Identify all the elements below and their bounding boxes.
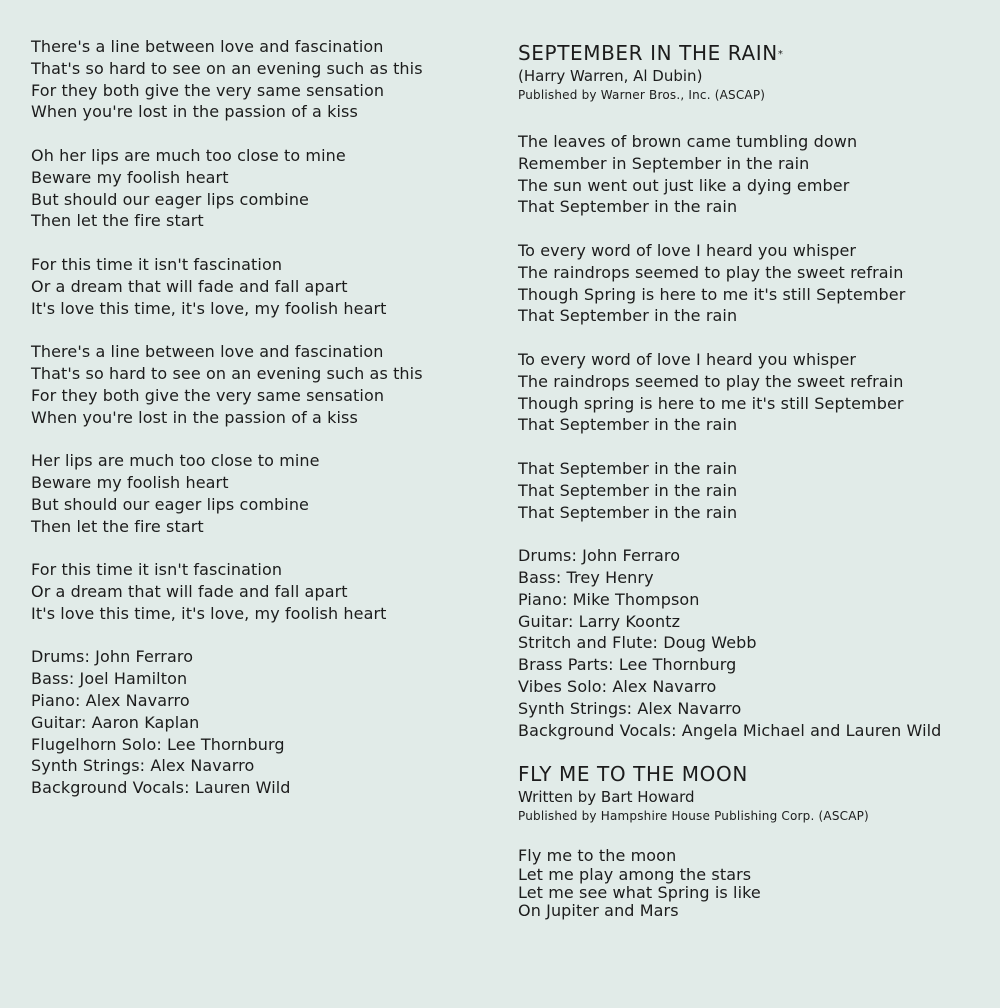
right-column xyxy=(518,36,988,942)
credit-line: Synth Strings: Alex Navarro xyxy=(31,756,255,776)
credit-line: Vibes Solo: Alex Navarro xyxy=(518,676,717,696)
lyric-stanza xyxy=(518,847,988,920)
credit-line: Guitar: Larry Koontz xyxy=(518,611,681,631)
lyric-stanza xyxy=(518,458,988,523)
lyric-stanza xyxy=(518,131,988,218)
lyric-line: Then let the fire start xyxy=(31,211,204,231)
song-header xyxy=(518,761,988,825)
song-writers: (Harry Warren, Al Dubin) xyxy=(518,67,703,85)
lyric-line: Though Spring is here to me it's still September xyxy=(518,284,906,304)
lyric-line: For this time it isn't fascination xyxy=(31,254,283,274)
song-title-mark: * xyxy=(777,49,784,60)
lyric-line: Oh her lips are much too close to mine xyxy=(31,145,346,165)
lyric-stanza xyxy=(31,145,486,232)
lyric-line: It's love this time, it's love, my foolish heart xyxy=(31,603,387,623)
lyric-line: Let me see what Spring is like xyxy=(518,882,761,902)
credit-line: Flugelhorn Solo: Lee Thornburg xyxy=(31,734,285,754)
credit-line: Piano: Mike Thompson xyxy=(518,589,700,609)
lyric-line: Though spring is here to me it's still September xyxy=(518,393,904,413)
credit-line: Background Vocals: Angela Michael and Lauren Wild xyxy=(518,720,942,740)
lyric-stanza xyxy=(518,349,988,436)
lyric-line: Remember in September in the rain xyxy=(518,153,810,173)
lyric-stanza xyxy=(31,36,486,123)
lyric-line: The raindrops seemed to play the sweet refrain xyxy=(518,371,904,391)
song-header xyxy=(518,40,988,104)
lyric-line: That September in the rain xyxy=(518,502,738,522)
lyric-line: When you're lost in the passion of a kiss xyxy=(31,407,358,427)
credit-line: Drums: John Ferraro xyxy=(518,546,681,566)
credit-line: Piano: Alex Navarro xyxy=(31,690,190,710)
lyric-line: That September in the rain xyxy=(518,480,738,500)
song-title: FLY ME TO THE MOON xyxy=(518,762,748,787)
lyric-stanza xyxy=(518,240,988,327)
credit-line: Stritch and Flute: Doug Webb xyxy=(518,633,757,653)
credit-line: Drums: John Ferraro xyxy=(31,647,194,667)
lyric-line: The leaves of brown came tumbling down xyxy=(518,132,858,151)
lyric-line: Her lips are much too close to mine xyxy=(31,451,320,471)
lyric-line: It's love this time, it's love, my foolish heart xyxy=(31,298,387,318)
lyric-stanza xyxy=(31,559,486,624)
lyric-line: When you're lost in the passion of a kiss xyxy=(31,102,358,122)
lyric-line: That September in the rain xyxy=(518,415,738,435)
lyric-line: There's a line between love and fascination xyxy=(31,342,384,362)
lyric-stanza xyxy=(31,341,486,428)
musician-credits xyxy=(31,646,486,799)
lyric-line: Or a dream that will fade and fall apart xyxy=(31,276,348,296)
lyric-line: Then let the fire start xyxy=(31,516,204,536)
lyric-line: To every word of love I heard you whisper xyxy=(518,240,857,260)
credit-line: Brass Parts: Lee Thornburg xyxy=(518,655,737,675)
lyric-line: That September in the rain xyxy=(518,197,738,217)
lyric-line: On Jupiter and Mars xyxy=(518,900,679,920)
lyric-line: To every word of love I heard you whisper xyxy=(518,349,857,369)
song-publisher: Published by Hampshire House Publishing Corp. (ASCAP) xyxy=(518,809,869,824)
left-column xyxy=(31,36,486,819)
song-title-text: SEPTEMBER IN THE RAIN xyxy=(518,41,778,65)
song-publisher: Published by Warner Bros., Inc. (ASCAP) xyxy=(518,88,766,102)
credit-line: Bass: Trey Henry xyxy=(518,567,654,587)
lyric-line: There's a line between love and fascination xyxy=(31,37,384,56)
credit-line: Synth Strings: Alex Navarro xyxy=(518,698,742,718)
credit-line: Guitar: Aaron Kaplan xyxy=(31,712,200,732)
lyric-line: That September in the rain xyxy=(518,306,738,326)
lyric-line: For they both give the very same sensation xyxy=(31,385,385,405)
lyric-line: The raindrops seemed to play the sweet refrain xyxy=(518,262,904,282)
song-writers: Written by Bart Howard xyxy=(518,788,695,807)
lyric-line: But should our eager lips combine xyxy=(31,189,310,209)
lyric-line: That September in the rain xyxy=(518,458,738,478)
lyric-stanza xyxy=(31,254,486,319)
lyric-line: The sun went out just like a dying ember xyxy=(518,175,850,195)
credit-line: Bass: Joel Hamilton xyxy=(31,669,188,689)
lyric-line: Or a dream that will fade and fall apart xyxy=(31,581,348,601)
lyric-line: Beware my foolish heart xyxy=(31,472,229,492)
lyric-line: But should our eager lips combine xyxy=(31,494,310,514)
lyric-stanza xyxy=(31,450,486,537)
credit-line: Background Vocals: Lauren Wild xyxy=(31,778,291,798)
lyric-line: Beware my foolish heart xyxy=(31,167,229,187)
lyric-line: Let me play among the stars xyxy=(518,864,752,884)
lyric-line: Fly me to the moon xyxy=(518,846,677,866)
lyric-line: For they both give the very same sensation xyxy=(31,80,385,100)
musician-credits xyxy=(518,545,988,741)
lyric-line: That's so hard to see on an evening such as this xyxy=(31,363,423,383)
song-title xyxy=(518,40,988,66)
lyric-line: For this time it isn't fascination xyxy=(31,560,283,580)
lyric-line: That's so hard to see on an evening such as this xyxy=(31,58,423,78)
